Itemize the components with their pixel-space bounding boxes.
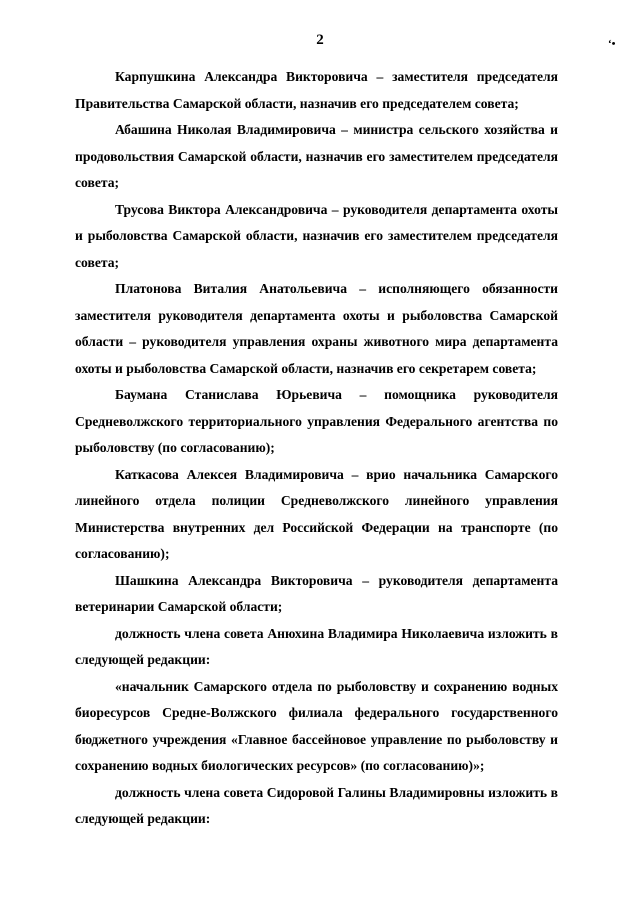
paragraph-member-bauman: Баумана Станислава Юрьевича – помощника руководителя Средневолжского территориального управления Федерального агентства по рыболовству (по согласованию); bbox=[75, 387, 558, 455]
paragraph-deputy-trusov: Трусова Виктора Александровича – руководителя департамента охоты и рыболовства Самарской области, назначив его заместителем председателя совета; bbox=[75, 201, 558, 270]
paragraph-position-sidorova: должность члена совета Сидоровой Галины Владимировны изложить в следующей редакции: bbox=[75, 784, 558, 826]
paragraph-member-shashkin: Шашкина Александра Викторовича – руководителя департамента ветеринарии Самарской области; bbox=[75, 572, 558, 614]
document-body bbox=[75, 64, 558, 833]
paragraph-secretary-platonov: Платонова Виталия Анатольевича – исполняющего обязанности заместителя руководителя департамента охоты и рыболовства Самарской области – руководителя управления охраны животного мира департамента охоты и рыболовства Самарской области, назначив его секретарем совета; bbox=[75, 281, 558, 376]
corner-mark: ‘• bbox=[608, 38, 616, 50]
paragraph-position-anyukhin: должность члена совета Анюхина Владимира Николаевича изложить в следующей редакции: bbox=[75, 625, 558, 667]
paragraph-member-katkasov: Каткасова Алексея Владимировича – врио начальника Самарского линейного отдела полиции Средневолжского линейного управления Министерства внутренних дел Российской Федерации на транспорте (по согласованию); bbox=[75, 466, 558, 561]
paragraph-anyukhin-new-title: «начальник Самарского отдела по рыболовству и сохранению водных биоресурсов Средне-Волжского филиала федерального государственного бюджетного учреждения «Главное бассейновое управление по рыболовству и сохранению водных биологических ресурсов» (по согласованию)»; bbox=[75, 678, 558, 773]
paragraph-chairman: Карпушкина Александра Викторовича – заместителя председателя Правительства Самарской области, назначив его председателем совета; bbox=[75, 69, 558, 111]
paragraph-deputy-abashin: Абашина Николая Владимировича – министра сельского хозяйства и продовольствия Самарской области, назначив его заместителем председателя совета; bbox=[75, 122, 558, 190]
page-number: 2 bbox=[316, 32, 324, 48]
